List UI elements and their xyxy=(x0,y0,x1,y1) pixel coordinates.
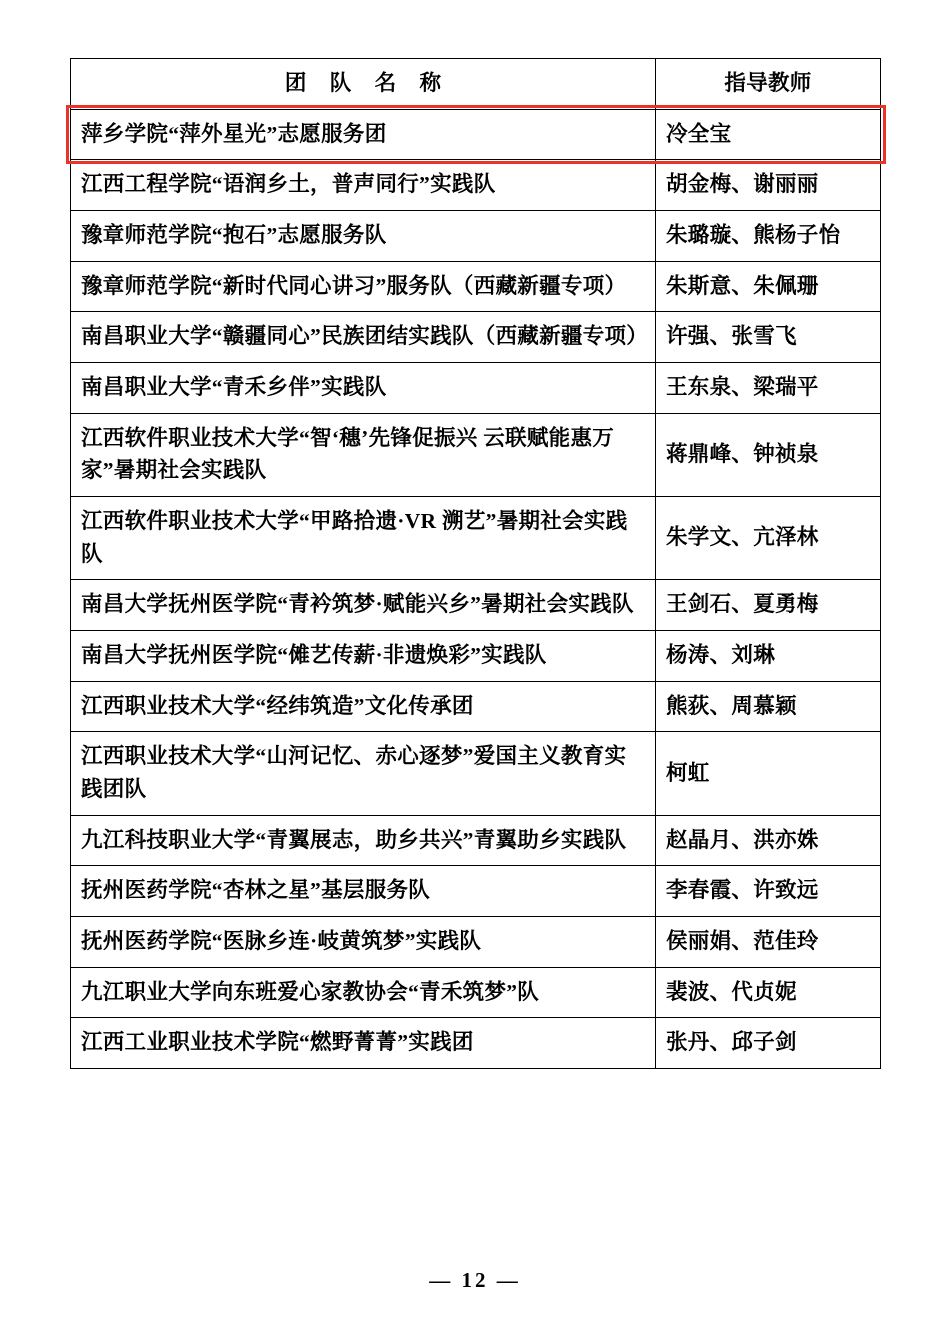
cell-team-name: 南昌职业大学“青禾乡伴”实践队 xyxy=(71,363,656,414)
cell-teacher-name: 侯丽娟、范佳玲 xyxy=(656,917,881,968)
column-header-teacher: 指导教师 xyxy=(656,59,881,110)
cell-teacher-name: 许强、张雪飞 xyxy=(656,312,881,363)
page-number: — 12 — xyxy=(429,1268,521,1292)
table-row xyxy=(71,413,881,496)
cell-team-name: 九江科技职业大学“青翼展志，助乡共兴”青翼助乡实践队 xyxy=(71,815,656,866)
cell-team-name: 萍乡学院“萍外星光”志愿服务团 xyxy=(71,109,656,160)
cell-team-name: 南昌大学抚州医学院“傩艺传薪·非遗焕彩”实践队 xyxy=(71,631,656,682)
cell-teacher-name: 李春霞、许致远 xyxy=(656,866,881,917)
cell-teacher-name: 王剑石、夏勇梅 xyxy=(656,580,881,631)
table-row xyxy=(71,681,881,732)
cell-team-name: 江西职业技术大学“经纬筑造”文化传承团 xyxy=(71,681,656,732)
award-team-table xyxy=(70,58,881,1069)
table-row xyxy=(71,580,881,631)
cell-team-name: 豫章师范学院“新时代同心讲习”服务队（西藏新疆专项） xyxy=(71,261,656,312)
cell-team-name: 豫章师范学院“抱石”志愿服务队 xyxy=(71,211,656,262)
cell-teacher-name: 赵晶月、洪亦姝 xyxy=(656,815,881,866)
cell-teacher-name: 柯虹 xyxy=(656,732,881,815)
column-header-team xyxy=(71,59,656,110)
cell-team-name: 江西职业技术大学“山河记忆、赤心逐梦”爱国主义教育实践团队 xyxy=(71,732,656,815)
cell-teacher-name: 朱斯意、朱佩珊 xyxy=(656,261,881,312)
cell-team-name: 南昌大学抚州医学院“青衿筑梦·赋能兴乡”暑期社会实践队 xyxy=(71,580,656,631)
table-row xyxy=(71,631,881,682)
table-header-row xyxy=(71,59,881,110)
table-row xyxy=(71,160,881,211)
cell-teacher-name: 裴波、代贞妮 xyxy=(656,967,881,1018)
cell-teacher-name: 熊荻、周慕颖 xyxy=(656,681,881,732)
cell-team-name: 南昌职业大学“赣疆同心”民族团结实践队（西藏新疆专项） xyxy=(71,312,656,363)
cell-team-name: 抚州医药学院“杏林之星”基层服务队 xyxy=(71,866,656,917)
table-row xyxy=(71,967,881,1018)
cell-team-name: 江西工程学院“语润乡土，普声同行”实践队 xyxy=(71,160,656,211)
table-row xyxy=(71,261,881,312)
cell-teacher-name: 胡金梅、谢丽丽 xyxy=(656,160,881,211)
cell-team-name: 江西软件职业技术大学“甲路拾遗·VR 溯艺”暑期社会实践队 xyxy=(71,497,656,580)
cell-teacher-name: 蒋鼎峰、钟祯泉 xyxy=(656,413,881,496)
cell-teacher-name: 朱璐璇、熊杨子怡 xyxy=(656,211,881,262)
cell-team-name: 九江职业大学向东班爱心家教协会“青禾筑梦”队 xyxy=(71,967,656,1018)
cell-teacher-name: 朱学文、亢泽林 xyxy=(656,497,881,580)
cell-team-name: 江西软件职业技术大学“智‘穗’先锋促振兴 云联赋能惠万家”暑期社会实践队 xyxy=(71,413,656,496)
cell-team-name: 江西工业职业技术学院“燃野菁菁”实践团 xyxy=(71,1018,656,1069)
cell-team-name: 抚州医药学院“医脉乡连·岐黄筑梦”实践队 xyxy=(71,917,656,968)
table-row xyxy=(71,732,881,815)
table-row xyxy=(71,312,881,363)
table-row xyxy=(71,211,881,262)
cell-teacher-name: 杨涛、刘琳 xyxy=(656,631,881,682)
table-row xyxy=(71,815,881,866)
table-row xyxy=(71,497,881,580)
cell-teacher-name: 冷全宝 xyxy=(656,109,881,160)
table-row xyxy=(71,363,881,414)
table-row xyxy=(71,917,881,968)
table-header xyxy=(71,59,881,110)
table-row xyxy=(71,866,881,917)
cell-teacher-name: 张丹、邱子剑 xyxy=(656,1018,881,1069)
table-body xyxy=(71,109,881,1068)
table-row xyxy=(71,1018,881,1069)
cell-teacher-name: 王东泉、梁瑞平 xyxy=(656,363,881,414)
column-header-team-label: 团 队 名 称 xyxy=(284,71,451,95)
table-row xyxy=(71,109,881,160)
